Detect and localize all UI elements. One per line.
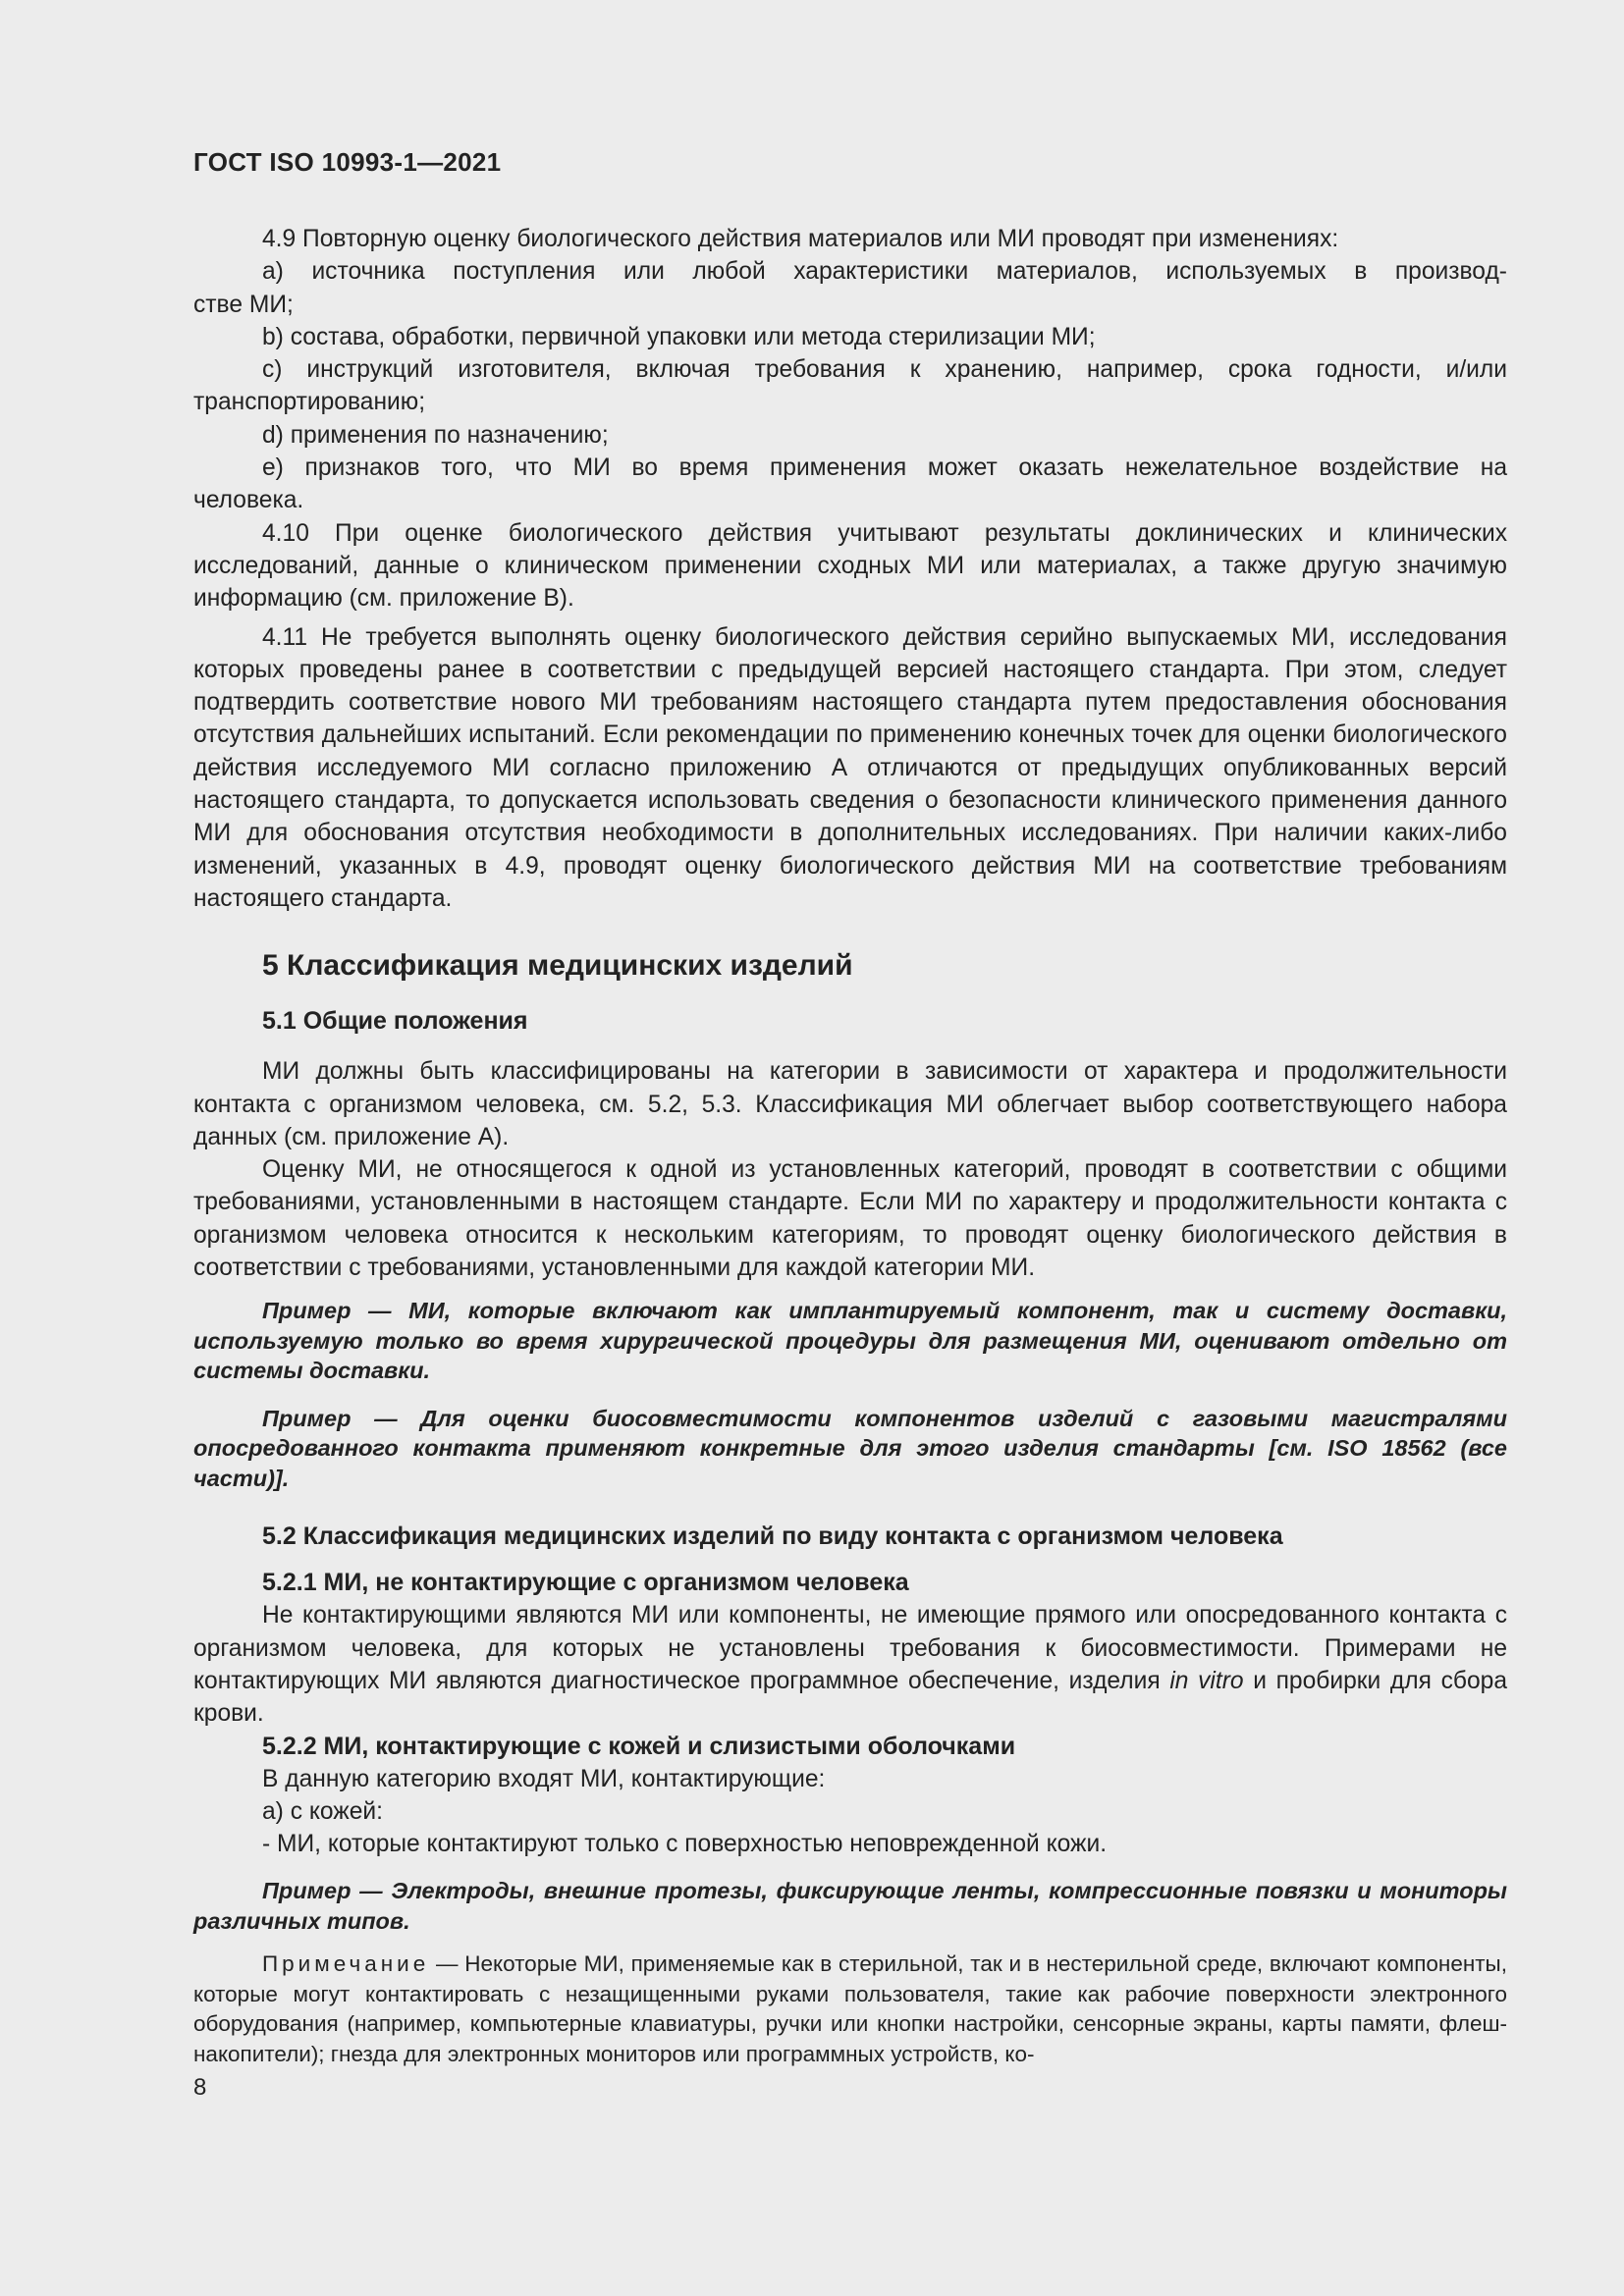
note-text: — Некоторые МИ, применяемые как в стерильной, так и в нестерильной среде, включают компоненты, которые могут контактировать с незащищенными руками пользователя, такие как рабочие поверхности электронного оборудования (например, компьютерные клавиатуры, ручки или кнопки настройки, сенсорные экраны, карты памяти, флеш-накопители); гнезда для электронных мониторов или программных устройств, ко- (193, 1951, 1507, 2066)
clause-4-11: 4.11 Не требуется выполнять оценку биологического действия серийно выпускаемых МИ, исследования которых проведены ранее в соответствии с предыдущей версией настоящего стандарта. При этом, следует подтвердить соответствие нового МИ требованиям настоящего стандарта путем предоставления обоснования отсутствия дальнейших испытаний. Если рекомендации по применению конечных точек для оценки биологического действия исследуемого МИ согласно приложению А отличаются от предыдущих опубликованных версий настоящего стандарта, то допускается использовать сведения о безопасности клинического применения данного МИ для обоснования отсутствия необходимости в дополнительных исследованиях. При наличии каких-либо изменений, указанных в 4.9, проводят оценку биологического действия МИ на соответствие требованиям настоящего стандарта. (193, 623, 1507, 912)
document-header: ГОСТ ISO 10993-1—2021 (193, 147, 502, 177)
clause-4-9-intro: 4.9 Повторную оценку биологического действия материалов или МИ проводят при изменениях: (262, 226, 1339, 252)
clause-4-10: 4.10 При оценке биологического действия учитывают результаты доклинических и клинических исследований, данные о клиническом применении сходных МИ или материалах, а также другую значимую информацию (см. приложение В). (193, 519, 1507, 613)
section-5-1-title: 5.1 Общие положения (262, 1007, 528, 1036)
section-5-2-1-text-after: и пробирки для сбора крови. (193, 1667, 1508, 1728)
section-5-2-2-dash-item: - МИ, которые контактируют только с поверхностью неповрежденной кожи. (262, 1831, 1108, 1858)
section-5-2-title: 5.2 Классификация медицинских изделий по виду контакта с организмом человека (262, 1522, 1283, 1551)
document-body (193, 223, 1507, 2069)
clause-4-9-item-c: c) инструкций изготовителя, включая требования к хранению, например, срока годности, и/или (262, 356, 1507, 384)
section-5-1-paragraph-2: Оценку МИ, не относящегося к одной из установленных категорий, проводят в соответствии с общими требованиями, установленными в настоящем стандарте. Если МИ по характеру и продолжительности контакта с организмом человека относится к нескольким категориям, то проводят оценку биологического действия в соответствии с требованиями, установленными для каждой категории МИ. (193, 1156, 1507, 1282)
note-paragraph (193, 1949, 1507, 2069)
note-label: Примечание (262, 1951, 430, 1977)
clause-4-9-item-b: b) состава, обработки, первичной упаковки или метода стерилизации МИ; (262, 323, 1096, 350)
section-5-2-2-intro: В данную категорию входят МИ, контактирующие: (262, 1765, 826, 1792)
example-gas-pathways: Пример — Для оценки биосовместимости компонентов изделий с газовыми магистралями опосредованного контакта применяют конкретные для этого изделия стандарты [см. ISO 18562 (все части)]. (193, 1405, 1507, 1491)
section-5-1-paragraph-1: МИ должны быть классифицированы на категории в зависимости от характера и продолжительности контакта с организмом человека, см. 5.2, 5.3. Классификация МИ облегчает выбор соответствующего набора данных (см. приложение А). (193, 1058, 1507, 1150)
clause-4-9-item-e: e) признаков того, что МИ во время применения может оказать нежелательное воздействие на (262, 454, 1507, 482)
example-electrodes: Пример — Электроды, внешние протезы, фиксирующие ленты, компрессионные повязки и мониторы различных типов. (193, 1878, 1507, 1934)
example-delivery-system: Пример — МИ, которые включают как имплантируемый компонент, так и систему доставки, используемую только во время хирургической процедуры для размещения МИ, оценивают отдельно от системы доставки. (193, 1298, 1507, 1384)
section-5-2-2-title: 5.2.2 МИ, контактирующие с кожей и слизистыми оболочками (262, 1732, 1016, 1760)
clause-4-9-item-c-end: транспортированию; (193, 389, 426, 416)
clause-4-9-item-a: а) источника поступления или любой характеристики материалов, используемых в производ- (262, 258, 1507, 286)
section-5-title: 5 Классификация медицинских изделий (262, 949, 853, 983)
section-5-2-1-text-before: Не контактирующими являются МИ или компоненты, не имеющие прямого или опосредованного контакта с организмом человека, для которых не установлены требования к биосовместимости. Примерами не контактирующих МИ являются диагностическое программное обеспечение, изделия (193, 1602, 1507, 1694)
in-vitro-term: in vitro (1169, 1667, 1244, 1694)
section-5-2-1-paragraph (193, 1599, 1507, 1730)
clause-4-9-item-a-end: стве МИ; (193, 291, 294, 318)
section-5-2-1-title: 5.2.1 МИ, не контактирующие с организмом человека (262, 1569, 909, 1597)
section-5-2-2-item-a: а) с кожей: (262, 1797, 383, 1825)
clause-4-9-item-d: d) применения по назначению; (262, 421, 609, 449)
clause-4-9-item-e-end: человека. (193, 487, 304, 514)
page-number: 8 (193, 2074, 207, 2101)
